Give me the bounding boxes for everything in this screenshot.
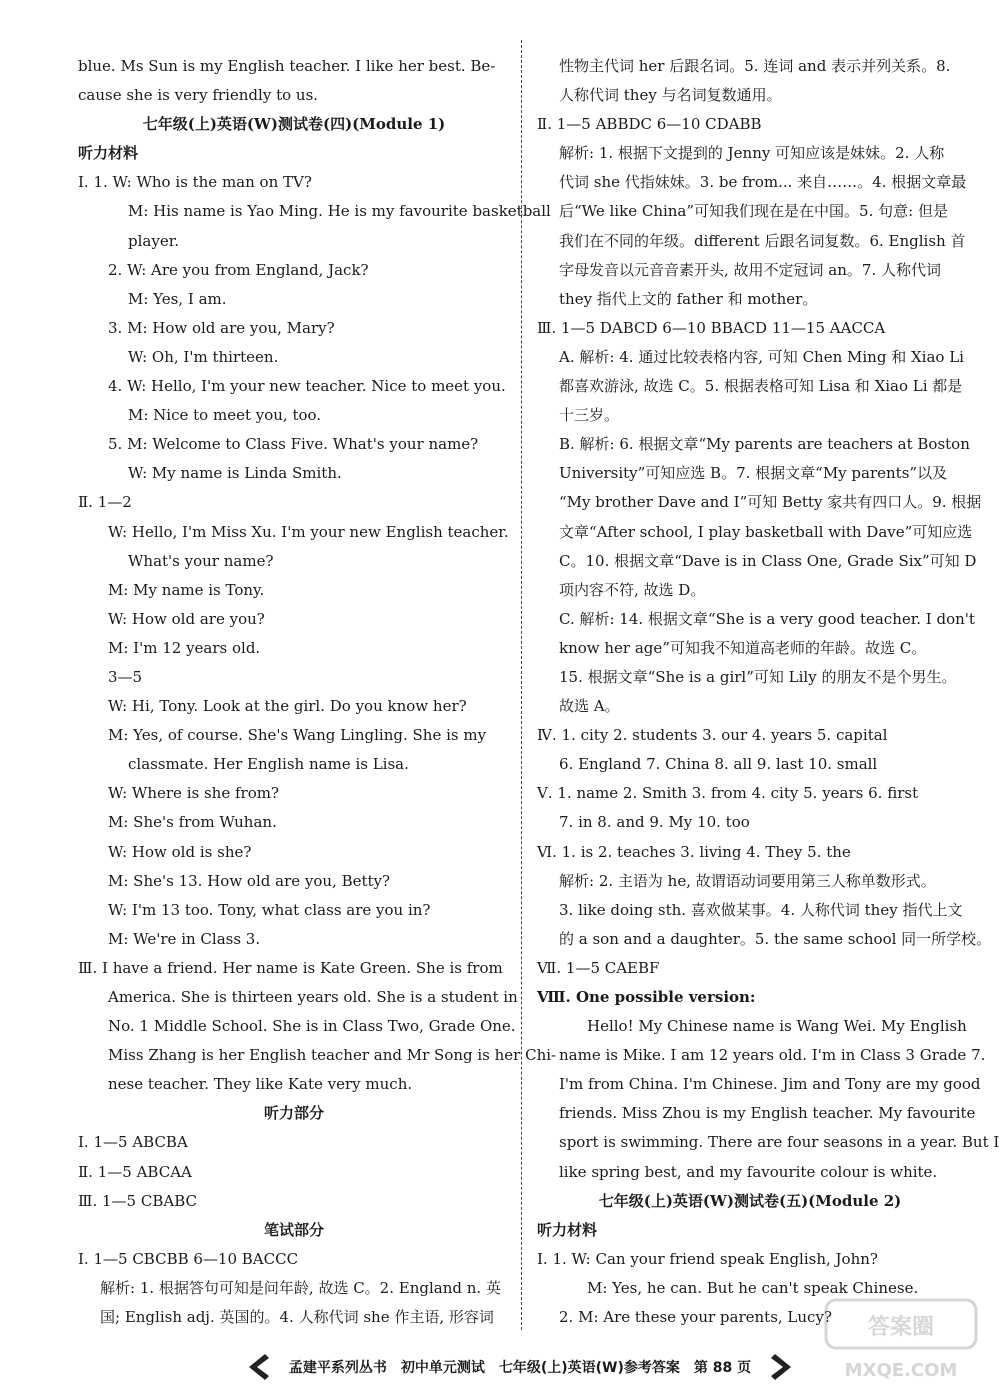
text-line: M: Yes, he can. But he can't speak Chinese. xyxy=(587,1278,919,1297)
text-line: W: I'm 13 too. Tony, what class are you in? xyxy=(108,900,431,919)
text-line: sport is swimming. There are four seasons in a year. But I xyxy=(559,1133,1000,1152)
watermark-top: 答案圈 xyxy=(867,1315,935,1340)
text-line: 2. M: Are these your parents, Lucy? xyxy=(559,1308,832,1327)
text-line: 都喜欢游泳, 故选 C。5. 根据表格可知 Lisa 和 Xiao Li 都是 xyxy=(559,377,963,396)
text-line: I'm from China. I'm Chinese. Jim and Tony are my good xyxy=(559,1075,981,1094)
text-line: 2. W: Are you from England, Jack? xyxy=(108,260,369,279)
footer-page-number: 第 88 页 xyxy=(693,1360,752,1376)
text-line: W: Hello, I'm Miss Xu. I'm your new English teacher. xyxy=(108,522,509,541)
text-line: blue. Ms Sun is my English teacher. I like her best. Be- xyxy=(78,57,496,75)
text-line: University”可知应选 B。7. 根据文章“My parents”以及 xyxy=(559,464,948,483)
text-line: 5. M: Welcome to Class Five. What's your name? xyxy=(108,435,479,454)
left-column xyxy=(78,52,557,1332)
text-line: M: His name is Yao Ming. He is my favourite basketball xyxy=(128,202,551,221)
text-line: C。10. 根据文章“Dave is in Class One, Grade Six”可知 D xyxy=(559,551,977,570)
text-line: M: We're in Class 3. xyxy=(108,929,261,948)
text-line: 3—5 xyxy=(108,667,143,686)
text-line: M: Nice to meet you, too. xyxy=(128,406,322,425)
footer-book: 初中单元测试 xyxy=(400,1360,485,1376)
watermark-bottom: MXQE.COM xyxy=(844,1360,958,1381)
text-line: “My brother Dave and I”可知 Betty 家共有四口人。9. 根据 xyxy=(559,493,982,512)
text-line: 人称代词 they 与名词复数通用。 xyxy=(559,86,782,105)
chevron-right-icon xyxy=(765,1352,797,1382)
text-line: player. xyxy=(128,231,179,250)
text-line: 解析: 2. 主语为 he, 故谓语动词要用第三人称单数形式。 xyxy=(559,871,936,890)
text-line: America. She is thirteen years old. She is a student in xyxy=(108,988,518,1006)
text-line: Ⅴ. 1. name 2. Smith 3. from 4. city 5. years 6. first xyxy=(537,784,919,803)
text-line: B. 解析: 6. 根据文章“My parents are teachers at Boston xyxy=(559,435,970,454)
text-line: 我们在不同的年级。different 后跟名词复数。6. English 首 xyxy=(559,231,966,250)
text-line: they 指代上文的 father 和 mother。 xyxy=(559,289,818,308)
text-line: 听力部分 xyxy=(263,1104,324,1123)
text-line: 解析: 1. 根据答句可知是问年龄, 故选 C。2. England n. 英 xyxy=(100,1278,501,1297)
text-line: Ⅵ. 1. is 2. teaches 3. living 4. They 5. the xyxy=(537,842,851,861)
text-line: M: She's from Wuhan. xyxy=(108,813,277,832)
text-line: 解析: 1. 根据下文提到的 Jenny 可知应该是妹妹。2. 人称 xyxy=(559,144,945,163)
text-line: Ⅱ. 1—5 ABBDC 6—10 CDABB xyxy=(537,115,762,134)
text-line: 3. like doing sth. 喜欢做某事。4. 人称代词 they 指代上文 xyxy=(559,900,963,919)
text-line: Ⅷ. One possible version: xyxy=(537,988,756,1006)
text-line: Ⅰ. 1—5 ABCBA xyxy=(78,1133,188,1152)
text-line: 4. W: Hello, I'm your new teacher. Nice to meet you. xyxy=(108,377,506,396)
text-line: 性物主代词 her 后跟名词。5. 连词 and 表示并列关系。8. xyxy=(559,57,951,75)
text-line: What's your name? xyxy=(128,551,274,570)
text-line: W: How old are you? xyxy=(108,609,265,628)
text-line: name is Mike. I am 12 years old. I'm in Class 3 Grade 7. xyxy=(559,1046,986,1065)
text-line: 3. M: How old are you, Mary? xyxy=(108,318,335,337)
text-line: M: She's 13. How old are you, Betty? xyxy=(108,871,391,890)
text-line: 听力材料 xyxy=(78,144,139,163)
text-line: 故选 A。 xyxy=(559,697,620,716)
text-line: Ⅱ. 1—5 ABCAA xyxy=(78,1162,192,1181)
text-line: W: How old is she? xyxy=(108,842,252,861)
text-line: 国; English adj. 英国的。4. 人称代词 she 作主语, 形容词 xyxy=(100,1308,494,1327)
text-line: Ⅰ. 1. W: Who is the man on TV? xyxy=(78,173,312,192)
footer-series: 孟建平系列丛书 xyxy=(288,1360,387,1376)
text-line: M: Yes, I am. xyxy=(128,289,227,308)
text-line: 的 a son and a daughter。5. the same school 同一所学校。 xyxy=(559,929,992,948)
text-line: 7. in 8. and 9. My 10. too xyxy=(559,813,750,832)
text-line: 15. 根据文章“She is a girl”可知 Lily 的朋友不是个男生。 xyxy=(559,667,957,686)
page-footer xyxy=(220,1350,820,1384)
text-line: 听力材料 xyxy=(537,1220,598,1239)
text-line: M: My name is Tony. xyxy=(108,580,265,599)
text-line: Ⅶ. 1—5 CAEBF xyxy=(537,958,660,977)
text-line: W: Oh, I'm thirteen. xyxy=(128,347,279,366)
text-line: 后“We like China”可知我们现在是在中国。5. 句意: 但是 xyxy=(559,202,948,221)
text-line: W: Hi, Tony. Look at the girl. Do you know her? xyxy=(108,697,467,716)
text-line: nese teacher. They like Kate very much. xyxy=(108,1075,413,1094)
text-line: M: I'm 12 years old. xyxy=(108,638,261,657)
footer-answer-title: 七年级(上)英语(W)参考答案 xyxy=(498,1360,680,1376)
text-line: Ⅰ. 1. W: Can your friend speak English, John? xyxy=(537,1249,878,1268)
text-line: 七年级(上)英语(W)测试卷(四)(Module 1) xyxy=(142,115,446,134)
text-line: Ⅱ. 1—2 xyxy=(78,493,132,512)
text-line: Ⅲ. 1—5 CBABC xyxy=(78,1191,197,1210)
text-line: Ⅳ. 1. city 2. students 3. our 4. years 5. capital xyxy=(537,726,888,745)
text-line: friends. Miss Zhou is my English teacher. My favourite xyxy=(559,1104,976,1123)
text-line: 项内容不符, 故选 D。 xyxy=(559,580,706,599)
text-line: W: Where is she from? xyxy=(108,784,279,803)
text-line: Ⅲ. 1—5 DABCD 6—10 BBACD 11—15 AACCA xyxy=(537,318,886,337)
column-divider xyxy=(521,40,522,1330)
text-line: 七年级(上)英语(W)测试卷(五)(Module 2) xyxy=(598,1191,902,1210)
text-line: know her age”可知我不知道高老师的年龄。故选 C。 xyxy=(559,638,927,657)
text-line: Hello! My Chinese name is Wang Wei. My English xyxy=(587,1017,967,1036)
watermark-logo xyxy=(818,1296,983,1388)
text-line: A. 解析: 4. 通过比较表格内容, 可知 Chen Ming 和 Xiao Li xyxy=(559,347,964,366)
text-line: C. 解析: 14. 根据文章“She is a very good teacher. I don't xyxy=(559,609,975,628)
text-line: 字母发音以元音音素开头, 故用不定冠词 an。7. 人称代词 xyxy=(559,260,941,279)
text-line: 文章“After school, I play basketball with Dave”可知应选 xyxy=(559,522,973,541)
text-line: No. 1 Middle School. She is in Class Two, Grade One. xyxy=(108,1017,516,1036)
text-line: 代词 she 代指妹妹。3. be from... 来自……。4. 根据文章最 xyxy=(559,173,967,192)
text-line: Miss Zhang is her English teacher and Mr Song is her Chi- xyxy=(108,1046,557,1065)
text-line: like spring best, and my favourite colour is white. xyxy=(559,1162,938,1181)
text-line: cause she is very friendly to us. xyxy=(78,86,319,105)
text-line: 十三岁。 xyxy=(559,406,620,425)
text-line: 6. England 7. China 8. all 9. last 10. small xyxy=(559,755,878,774)
text-line: Ⅰ. 1—5 CBCBB 6—10 BACCC xyxy=(78,1249,299,1268)
text-line: W: My name is Linda Smith. xyxy=(128,464,342,483)
text-line: Ⅲ. I have a friend. Her name is Kate Green. She is from xyxy=(78,958,503,977)
text-line: M: Yes, of course. She's Wang Lingling. She is my xyxy=(108,726,487,745)
right-column xyxy=(537,52,1000,1332)
chevron-left-icon xyxy=(243,1352,275,1382)
text-line: 笔试部分 xyxy=(263,1220,324,1239)
text-line: classmate. Her English name is Lisa. xyxy=(128,755,409,774)
